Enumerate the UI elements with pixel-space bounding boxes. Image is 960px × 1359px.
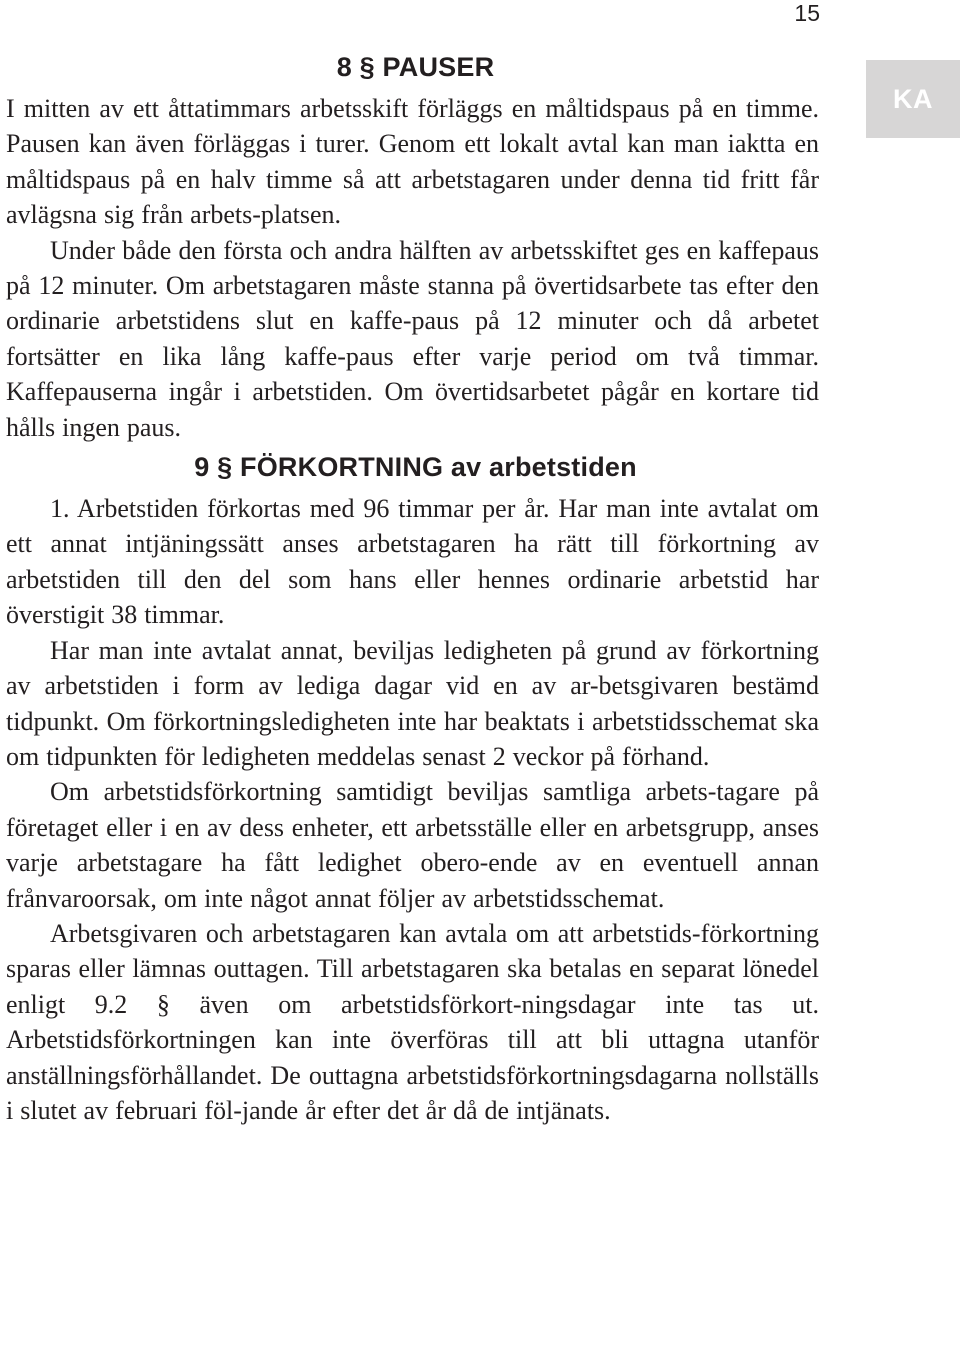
page-number: 15 (794, 0, 820, 26)
document-body (6, 50, 819, 1128)
section-8-heading: 8 § PAUSER (336, 52, 495, 82)
section-8-paragraph-2: Under både den första och andra hälften av arbetsskiftet ges en kaffepaus på 12 minuter. Om arbetstagaren måste stanna på övertidsarbete tas efter den ordinarie arbetstidens slut en kaffe-paus på 12 minuter och då arbetet fortsätter en lika lång kaffe-paus efter varje period om två timmar. Kaffepauserna ingår i arbetstiden. Om övertidsarbetet pågår en kortare tid hålls ingen paus. (6, 235, 819, 442)
section-9-paragraph-2: Har man inte avtalat annat, beviljas ledigheten på grund av förkortning av arbetstiden i form av lediga dagar vid en av ar-betsgivaren bestämd tidpunkt. Om förkortningsledigheten inte har beaktats i arbetstidsschemat ska om tidpunkten för ledigheten meddelas senast 2 veckor på förhand. (6, 635, 819, 771)
section-9-paragraph-1: 1. Arbetstiden förkortas med 96 timmar per år. Har man inte avtalat om ett annat intjäningssätt anses arbetstagaren ha rätt till förkortning av arbetstiden till den del som hans eller hennes ordinarie arbetstid har överstigit 38 timmar. (6, 494, 819, 630)
section-tab: KA (866, 60, 960, 138)
section-9-paragraph-4: Arbetsgivaren och arbetstagaren kan avtala om att arbetstids-förkortning sparas eller lämnas outtagen. Till arbetstagaren ska betalas en separat lönedel enligt 9.2 § även om arbetstidsförkort-ningsdagar inte tas ut. Arbetstidsförkortningen kan inte överföras till att bli uttagna utanför anställningsförhållandet. De outtagna arbetstidsförkortningsdagarna nollställs i slutet av februari föl-jande år efter det år då de intjänats. (6, 918, 819, 1125)
section-9-heading: 9 § FÖRKORTNING av arbetstiden (194, 452, 637, 483)
section-8-paragraph-1: I mitten av ett åttatimmars arbetsskift förläggs en måltidspaus på en timme. Pausen kan även förläggas i turer. Genom ett lokalt avtal kan man iaktta en måltidspaus på en halv timme så att arbetstagaren under denna tid fritt får avlägsna sig från arbets-platsen. (6, 94, 819, 230)
section-9-paragraph-3: Om arbetstidsförkortning samtidigt beviljas samtliga arbets-tagare på företaget eller i en av dess enheter, ett arbetsställe eller en arbetsgrupp, anses varje arbetstagare ha fått ledighet obero-ende av en eventuell annan frånvaroorsak, om inte något annat följer av arbetstidsschemat. (6, 777, 819, 913)
